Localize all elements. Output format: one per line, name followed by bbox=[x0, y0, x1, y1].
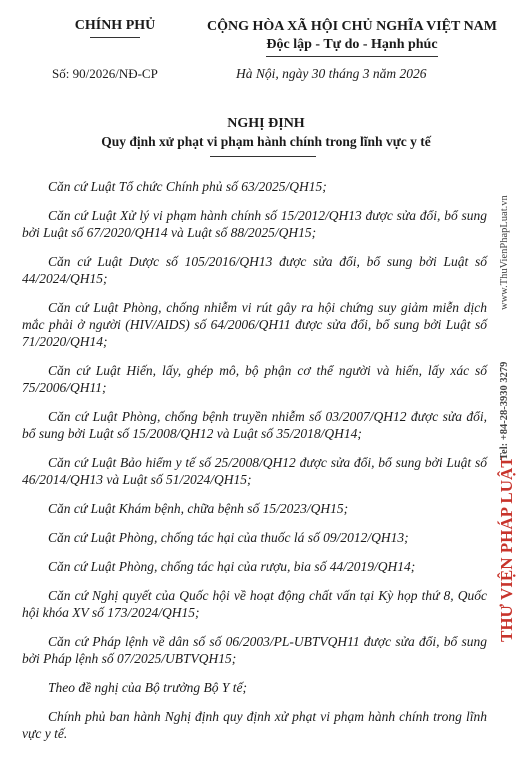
subtitle-underline bbox=[210, 156, 316, 157]
document-subtitle: Quy định xử phạt vi phạm hành chính trong lĩnh vực y tế bbox=[101, 134, 431, 149]
national-motto bbox=[196, 18, 508, 57]
enactment-paragraph: Chính phủ ban hành Nghị định quy định xử phạt vi phạm hành chính trong lĩnh vực y tế. bbox=[22, 709, 487, 741]
preamble-paragraph: Căn cứ Luật Hiến, lấy, ghép mô, bộ phận cơ thể người và hiến, lấy xác số 75/2006/QH11; bbox=[22, 363, 487, 395]
preamble-paragraph: Căn cứ Luật Phòng, chống tác hại của rượu, bia số 44/2019/QH14; bbox=[48, 559, 416, 574]
preamble-paragraph: Căn cứ Luật Bảo hiểm y tế số 25/2008/QH12 được sửa đổi, bổ sung bởi Luật số 46/2014/QH13 và Luật số 51/2024/QH15; bbox=[22, 455, 487, 487]
document-number: Số: 90/2026/NĐ-CP bbox=[52, 66, 158, 81]
preamble-paragraph: Căn cứ Luật Phòng, chống bệnh truyền nhiễm số 03/2007/QH12 được sửa đổi, bổ sung bởi Luật số 15/2008/QH12 và Luật số 35/2018/QH14; bbox=[22, 409, 487, 441]
agency-name: CHÍNH PHỦ bbox=[74, 18, 156, 33]
watermark bbox=[485, 120, 525, 760]
preamble-paragraph: Căn cứ Luật Phòng, chống tác hại của thuốc lá số 09/2012/QH13; bbox=[48, 530, 409, 545]
preamble-paragraph: Căn cứ Luật Xử lý vi phạm hành chính số 15/2012/QH13 được sửa đổi, bổ sung bởi Luật số 67/2020/QH14 và Luật số 88/2025/QH15; bbox=[22, 208, 487, 240]
country-name: CỘNG HÒA XÃ HỘI CHỦ NGHĨA VIỆT NAM bbox=[206, 19, 497, 34]
agency-underline bbox=[90, 37, 140, 38]
issuing-agency bbox=[40, 18, 190, 38]
preamble-paragraph: Căn cứ Luật Tổ chức Chính phủ số 63/2025/QH15; bbox=[48, 179, 327, 194]
preamble-paragraph: Căn cứ Luật Phòng, chống nhiễm vi rút gây ra hội chứng suy giảm miễn dịch mắc phải ở người (HIV/AIDS) số 64/2006/QH11 được sửa đổi, bổ sung bởi Luật số 71/2020/QH14; bbox=[22, 300, 487, 349]
document-body bbox=[22, 178, 487, 754]
preamble-paragraph: Căn cứ Pháp lệnh về dân số số 06/2003/PL-UBTVQH11 được sửa đổi, bổ sung bởi Pháp lệnh số 07/2025/UBTVQH15; bbox=[22, 634, 487, 666]
document-date: Hà Nội, ngày 30 tháng 3 năm 2026 bbox=[236, 66, 427, 81]
proposal-paragraph: Theo đề nghị của Bộ trưởng Bộ Y tế; bbox=[48, 680, 248, 695]
watermark-url: www.ThuVienPhapLuat.vn bbox=[499, 195, 510, 310]
preamble-paragraph: Căn cứ Luật Khám bệnh, chữa bệnh số 15/2023/QH15; bbox=[48, 501, 349, 516]
motto-text: Độc lập - Tự do - Hạnh phúc bbox=[266, 37, 438, 52]
watermark-phone: Tel: +84-28-3930 3279 bbox=[499, 361, 510, 460]
preamble-paragraph: Căn cứ Luật Dược số 105/2016/QH13 được sửa đổi, bổ sung bởi Luật số 44/2024/QH15; bbox=[22, 254, 487, 286]
document-title: NGHỊ ĐỊNH bbox=[227, 116, 305, 131]
watermark-brand: THƯ VIỆN PHÁP LUẬT bbox=[497, 456, 516, 642]
motto-underline bbox=[266, 56, 438, 57]
preamble-paragraph: Căn cứ Nghị quyết của Quốc hội về hoạt động chất vấn tại Kỳ họp thứ 8, Quốc hội khóa XV số 173/2024/QH15; bbox=[22, 588, 487, 620]
